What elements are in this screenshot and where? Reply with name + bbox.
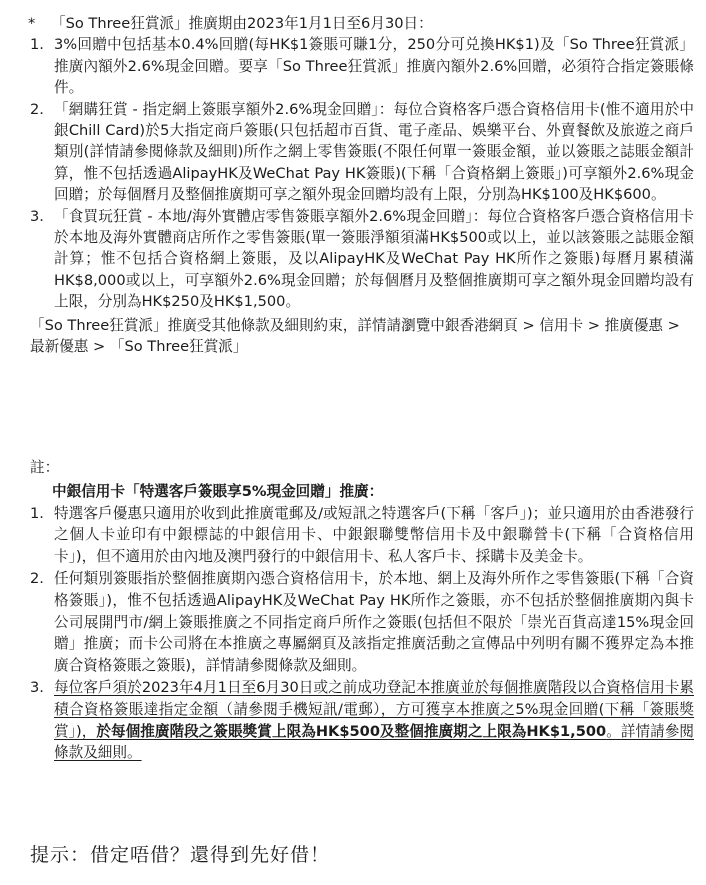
list-item xyxy=(30,99,694,206)
notes-title: 中銀信用卡「特選客戶簽賬享5%現金回贈」推廣： xyxy=(52,482,384,500)
list-item xyxy=(30,568,694,677)
list-number: 1. xyxy=(30,36,44,54)
reward-cap-text: 於每個推廣階段之簽賬獎賞上限為HK$500及整個推廣期之上限為HK$1,500 xyxy=(96,722,607,740)
promo-period-header xyxy=(30,13,694,34)
list-item xyxy=(30,677,694,764)
list-item-text-tail: 。詳情請參閱條款及細則。 xyxy=(54,722,694,762)
list-item-text: 「網購狂賞 - 指定網上簽賬享額外2.6%現金回贈」：每位合資格客戶憑合資格信用卡(惟不適用於中銀Chill Card)於5大指定商戶簽賬(只包括超市百貨、電子產品、娛樂平台、外賣餐飲及旅遊之商戶類別(詳情請參閱條款及細則)所作之網上零售簽賬(不限任何單一簽賬金額，並以簽賬之誌賬金額計算，惟不包括透過AlipayHK及WeChat Pay HK簽賬)(下稱「合資格網上簽賬」)可享額外2.6%現金回贈；於每個曆月及整個推廣期可享之額外現金回贈均設有上限，分別為HK$100及HK$600。 xyxy=(54,100,694,204)
notes-section xyxy=(30,457,694,764)
list-item-text: 特選客戶優惠只適用於收到此推廣電郵及/或短訊之特選客戶(下稱「客戶」)；並只適用於由香港發行之個人卡並印有中銀標誌的中銀信用卡、中銀銀聯雙幣信用卡及中銀聯營卡(下稱「合資格信用卡」)，但不適用於由內地及澳門發行的中銀信用卡、私人客戶卡、採購卡及美金卡。 xyxy=(54,504,694,566)
list-item-text: 3%回贈中包括基本0.4%回贈(每HK$1簽賬可賺1分，250分可兑換HK$1)及「So Three狂賞派」推廣內額外2.6%現金回贈。要享「So Three狂賞派」推廣內額外2.6%回贈，必須符合指定簽賬條件。 xyxy=(54,36,694,97)
note-label: 註： xyxy=(30,459,60,476)
list-item xyxy=(30,503,694,568)
asterisk-marker: * xyxy=(28,15,36,32)
list-number: 3. xyxy=(30,678,44,696)
list-item-text-underlined: 每位客戶須於2023年4月1日至6月30日或之前成功登記本推廣並於每個推廣階段以合資格信用卡累積合資格簽賬達指定金額（請參閱手機短訊/電郵），方可獲享本推廣之5%現金回贈(下稱「簽賬獎賞」)， xyxy=(54,678,694,740)
list-item xyxy=(30,34,694,98)
list-number: 2. xyxy=(30,569,44,587)
list-item-text: 「食買玩狂賞 - 本地/海外實體店零售簽賬享額外2.6%現金回贈」：每位合資格客戶憑合資格信用卡於本地及海外實體商店所作之零售簽賬(單一簽賬淨額須滿HK$500或以上，並以該簽賬之誌賬金額計算；惟不包括合資格網上簽賬，及以AlipayHK及WeChat Pay HK所作之簽賬)每曆月累積滿HK$8,000或以上，可享額外2.6%現金回贈；於每個曆月及整個推廣期可享之額外現金回贈均設有上限，分別為HK$250及HK$1,500。 xyxy=(54,207,694,311)
list-item-text: 任何類別簽賬指於整個推廣期內憑合資格信用卡，於本地、網上及海外所作之零售簽賬(下稱「合資格簽賬」)，惟不包括透過AlipayHK及WeChat Pay HK所作之簽賬，亦不包括於整個推廣期內與卡公司展開門市/網上簽賬推廣之不同指定商戶所作之簽賬(包括但不限於「崇光百貨高達15%現金回贈」推廣；而卡公司將在本推廣之專屬網頁及該指定推廣活動之宣傳品中列明有關不獲界定為本推廣合資格簽賬之簽賬)，詳情請參閱條款及細則。 xyxy=(54,569,694,675)
promo-terms-section xyxy=(30,13,694,358)
list-number: 2. xyxy=(30,100,44,118)
terms-footer-text: 「So Three狂賞派」推廣受其他條款及細則約束，詳情請瀏覽中銀香港網頁 > 信用卡 > 推廣優惠 > 最新優惠 > 「So Three狂賞派」 xyxy=(30,316,680,356)
tip-banner: 提示：借定唔借？還得到先好借！ xyxy=(30,844,331,866)
list-number: 1. xyxy=(30,504,44,522)
list-item xyxy=(30,206,694,313)
promo-period-text: 「So Three狂賞派」推廣期由2023年1月1日至6月30日： xyxy=(51,15,433,32)
list-number: 3. xyxy=(30,207,44,225)
